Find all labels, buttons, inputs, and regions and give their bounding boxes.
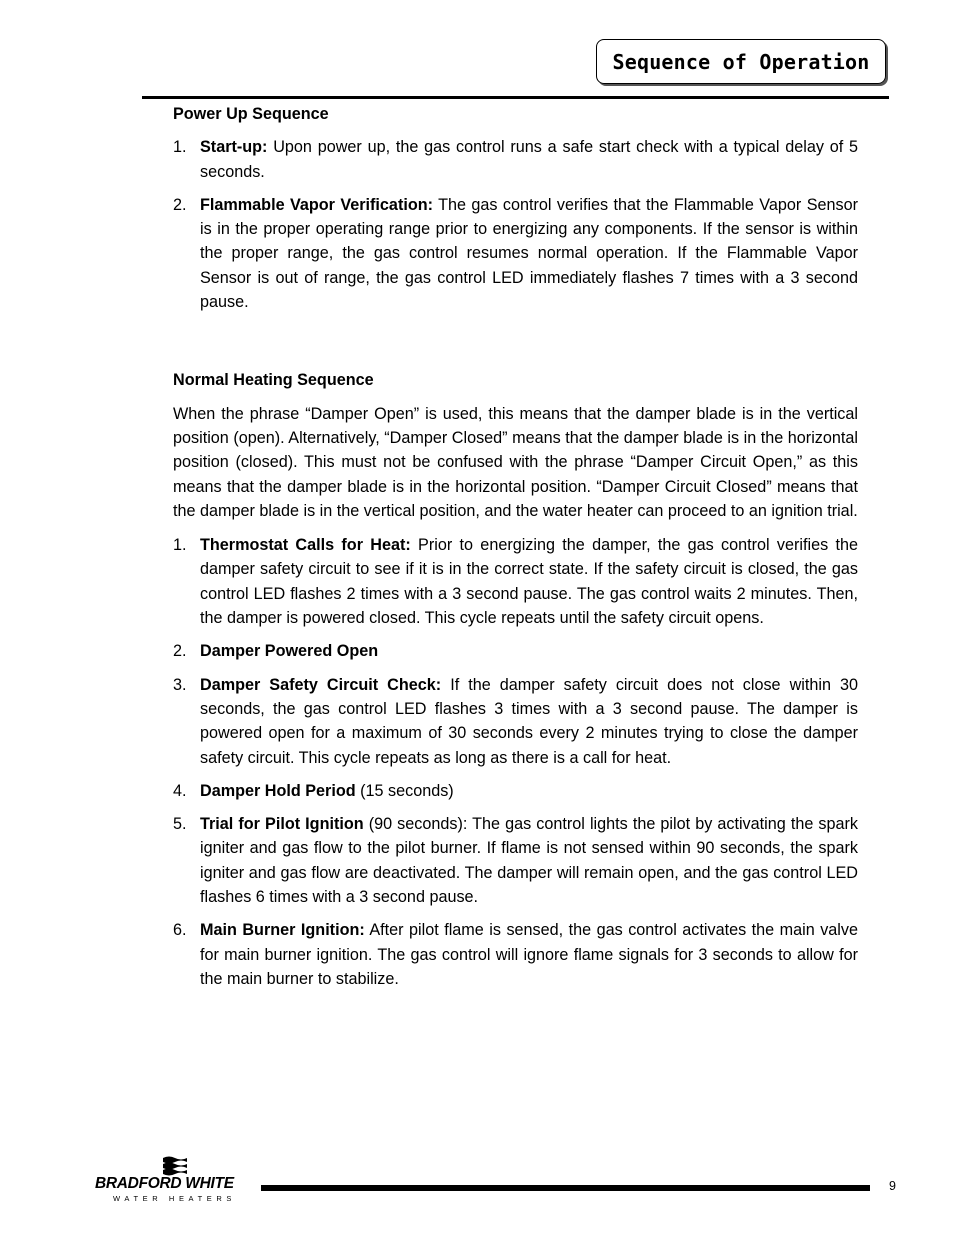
item-body [200,533,858,630]
power-up-list [173,135,858,314]
list-item [173,533,858,630]
item-label: Trial for Pilot Ignition [200,815,364,834]
header-rule [142,96,889,99]
list-item [173,135,858,184]
item-number: 1. [173,138,187,157]
item-body [200,918,858,991]
item-text: Prior to energizing the damper, the gas control verifies the damper safety circuit to see if it is in the correct state. If the safety circuit is closed, the gas control LED flashes 2 times with a 3 second pause. The gas control waits 2 minutes. Then, the damper is powered closed. This cycle repeats until the safety circuit opens. [200,536,858,628]
bradford-white-logo [95,1155,255,1205]
page-number: 9 [889,1179,896,1193]
section-header-title: Sequence of Operation [612,49,870,74]
logo-subtitle: WATER HEATERS [113,1194,236,1203]
item-number: 4. [173,781,187,800]
item-body [200,639,858,663]
logo-wordmark: BRADFORD WHITE [95,1175,234,1192]
flame-wave-icon [159,1155,189,1177]
item-label: Flammable Vapor Verification: [200,195,433,214]
normal-heating-intro: When the phrase “Damper Open” is used, this means that the damper blade is in the vertical position (open). Alternatively, “Damper Closed” means that the damper blade is in the horizontal position (closed). This must not be confused with the phrase “Damper Circuit Open,” as this means that the damper blade is in the horizontal position. “Damper Circuit Closed” means that the damper blade is in the vertical position, and the water heater can proceed to an ignition trial. [173,404,858,520]
footer-rule [261,1185,870,1191]
item-body [200,673,858,770]
item-body [200,812,858,909]
item-label: Damper Powered Open [200,642,379,661]
normal-heating-title: Normal Heating Sequence [173,371,374,390]
list-item [173,639,858,663]
item-number: 1. [173,536,187,555]
normal-heating-intro-wrap [173,402,858,523]
list-item [173,812,858,909]
item-number: 3. [173,675,187,694]
item-text: After pilot flame is sensed, the gas control activates the main valve for main burner ignition. The gas control will ignore flame signals for 3 seconds to allow for the main burner to stabilize. [200,921,859,988]
item-body [200,779,858,803]
item-text: Upon power up, the gas control runs a safe start check with a typical delay of 5 seconds. [200,138,858,181]
item-number: 6. [173,921,187,940]
item-number: 5. [173,815,187,834]
section-header-box [596,39,886,84]
item-body [200,193,858,314]
item-label: Start-up: [200,138,268,157]
item-text: (15 seconds) [355,781,454,800]
item-text: If the damper safety circuit does not close within 30 seconds, the gas control LED flashes 3 times with a 3 second pause. The damper is powered open for a maximum of 30 seconds every 2 minutes trying to close the damper safety circuit. This cycle repeats as long as there is a call for heat. [200,675,858,767]
list-item [173,673,858,770]
item-text: (90 seconds): The gas control lights the pilot by activating the spark igniter and gas flow to the pilot burner. If flame is not sensed within 90 seconds, the spark igniter and gas flow are deactivated. The damper will remain open, and the gas control LED flashes 6 times with a 3 second pause. [200,815,858,907]
list-item [173,918,858,991]
power-up-title: Power Up Sequence [173,105,329,123]
item-text: The gas control verifies that the Flammable Vapor Sensor is in the proper operating range prior to energizing any components. If the sensor is within the proper range, the gas control resumes normal operation. If the Flammable Vapor Sensor is out of range, the gas control LED immediately flashes 7 times with a 3 second pause. [200,195,858,312]
item-number: 2. [173,195,187,214]
list-item [173,779,858,803]
item-label: Damper Safety Circuit Check: [200,675,442,694]
item-label: Main Burner Ignition: [200,921,365,940]
item-number: 2. [173,642,187,661]
list-item [173,193,858,314]
item-label: Damper Hold Period [200,781,356,800]
page-content [173,102,858,1000]
item-body [200,135,858,184]
item-label: Thermostat Calls for Heat: [200,536,411,555]
normal-heating-list [173,533,858,991]
